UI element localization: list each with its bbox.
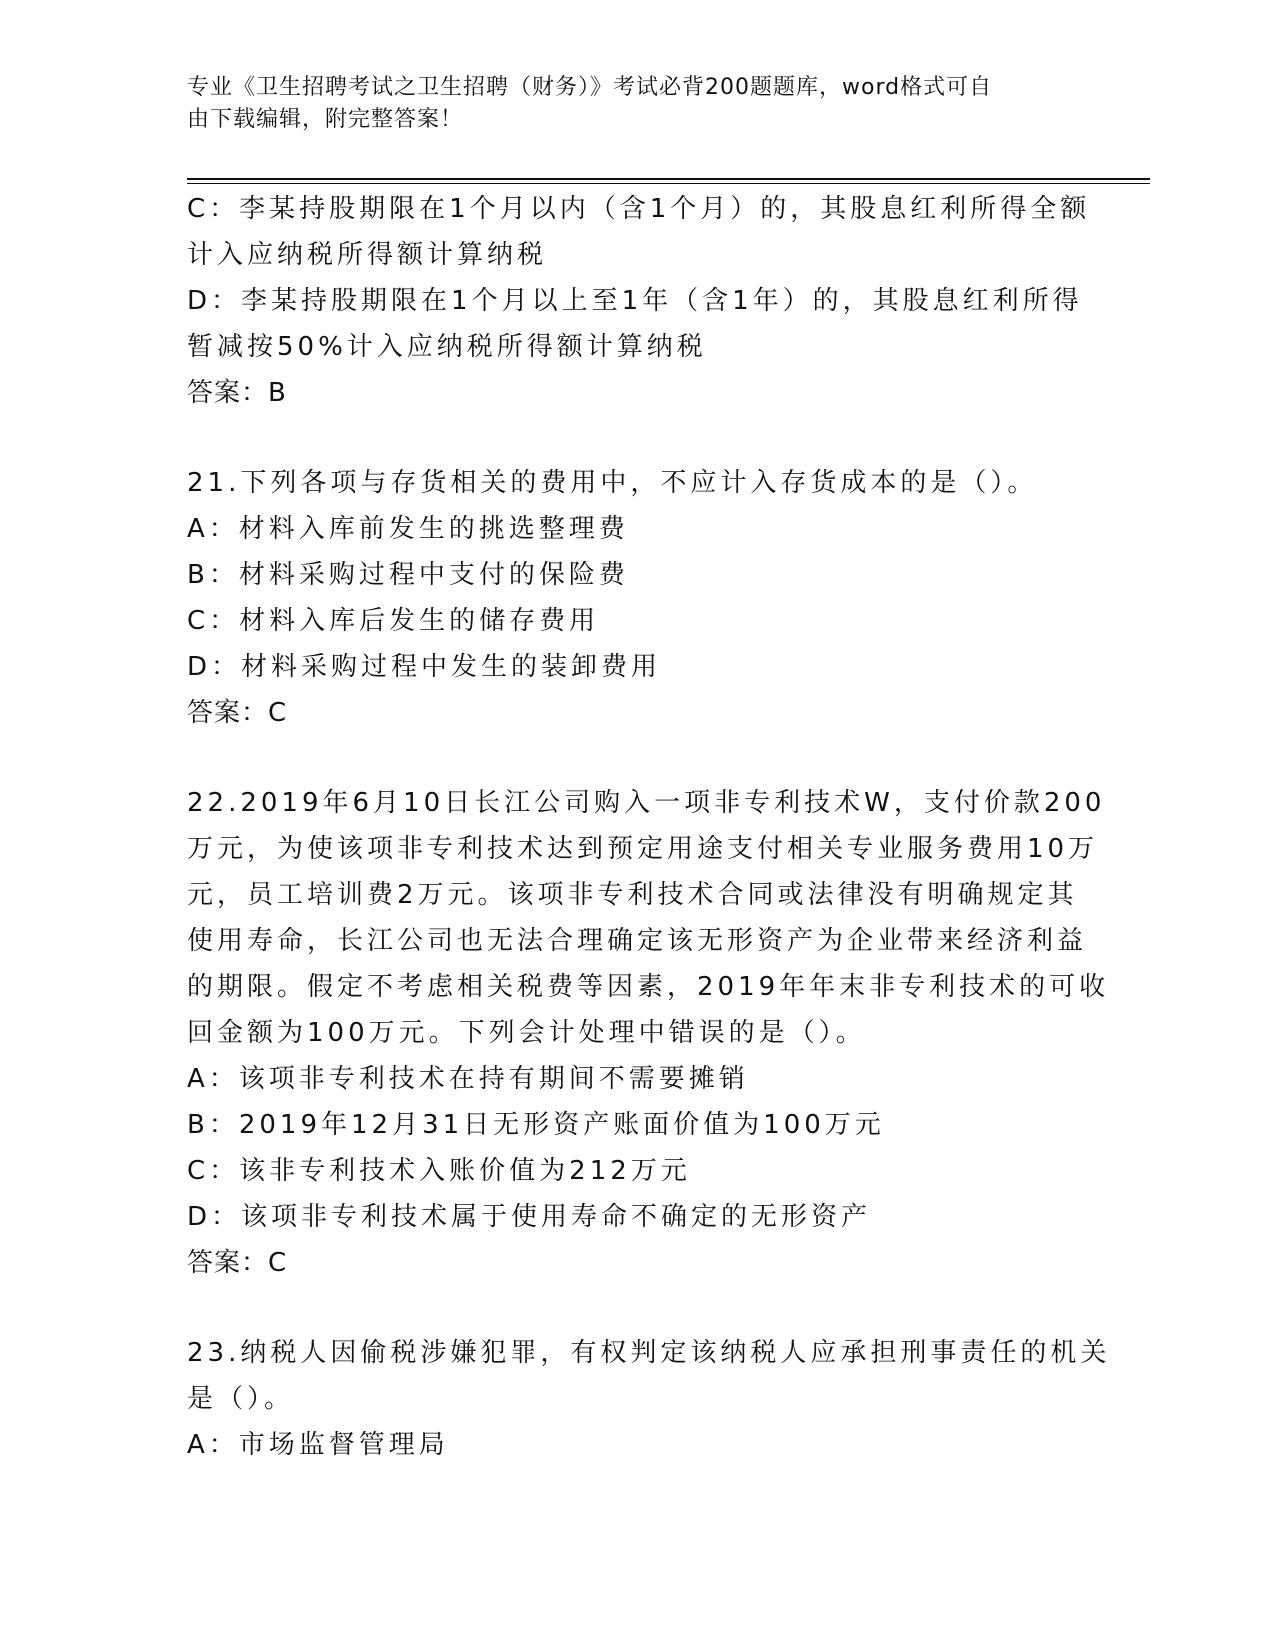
answer: 答案：C — [187, 698, 288, 728]
spacer — [187, 416, 1087, 460]
option-c-line-2: 计入应纳税所得额计算纳税 — [187, 240, 548, 270]
question-stem-line-1: 23.纳税人因偷税涉嫌犯罪，有权判定该纳税人应承担刑事责任的机关 — [187, 1338, 1111, 1368]
header-title-line-2: 由下载编辑，附完整答案！ — [187, 107, 464, 132]
option-d-line-2: 暂减按50%计入应纳税所得额计算纳税 — [187, 332, 707, 362]
option-d: D：该项非专利技术属于使用寿命不确定的无形资产 — [187, 1202, 872, 1232]
question-stem-line-6: 回金额为100万元。下列会计处理中错误的是（）。 — [187, 1018, 866, 1048]
question-stem-line-3: 元，员工培训费2万元。该项非专利技术合同或法律没有明确规定其 — [187, 880, 1078, 910]
header-divider-thick — [187, 178, 1150, 180]
spacer — [187, 736, 1087, 780]
option-a: A：市场监督管理局 — [187, 1430, 449, 1460]
option-c-line-1: C：李某持股期限在1个月以内（含1个月）的，其股息红利所得全额 — [187, 194, 1091, 224]
spacer — [187, 1286, 1087, 1330]
answer: 答案：B — [187, 378, 287, 408]
answer: 答案：C — [187, 1248, 288, 1278]
header-title-line-1: 专业《卫生招聘考试之卫生招聘（财务）》考试必背200题题库，word格式可自 — [187, 75, 993, 100]
question-23 — [187, 1330, 1111, 1468]
option-b: B：2019年12月31日无形资产账面价值为100万元 — [187, 1110, 885, 1140]
question-stem-line-2: 是（）。 — [187, 1384, 295, 1414]
question-stem-line-1: 22.2019年6月10日长江公司购入一项非专利技术W，支付价款200 — [187, 788, 1106, 818]
header-divider-thin — [187, 183, 1150, 184]
option-a: A：材料入库前发生的挑选整理费 — [187, 514, 629, 544]
question-21 — [187, 460, 1087, 736]
question-22 — [187, 780, 1110, 1286]
option-c: C：材料入库后发生的储存费用 — [187, 606, 600, 636]
document-body — [187, 186, 1111, 1468]
option-c: C：该非专利技术入账价值为212万元 — [187, 1156, 691, 1186]
question-stem: 21.下列各项与存货相关的费用中，不应计入存货成本的是（）。 — [187, 468, 1038, 498]
option-d: D：材料采购过程中发生的装卸费用 — [187, 652, 662, 682]
option-b: B：材料采购过程中支付的保险费 — [187, 560, 629, 590]
option-d-line-1: D：李某持股期限在1个月以上至1年（含1年）的，其股息红利所得 — [187, 286, 1083, 316]
document-header — [187, 72, 1067, 136]
previous-question-tail — [187, 186, 1091, 416]
question-stem-line-2: 万元，为使该项非专利技术达到预定用途支付相关专业服务费用10万 — [187, 834, 1099, 864]
question-stem-line-5: 的期限。假定不考虑相关税费等因素，2019年年末非专利技术的可收 — [187, 972, 1110, 1002]
question-stem-line-4: 使用寿命，长江公司也无法合理确定该无形资产为企业带来经济利益 — [187, 926, 1088, 956]
option-a: A：该项非专利技术在持有期间不需要摊销 — [187, 1064, 749, 1094]
